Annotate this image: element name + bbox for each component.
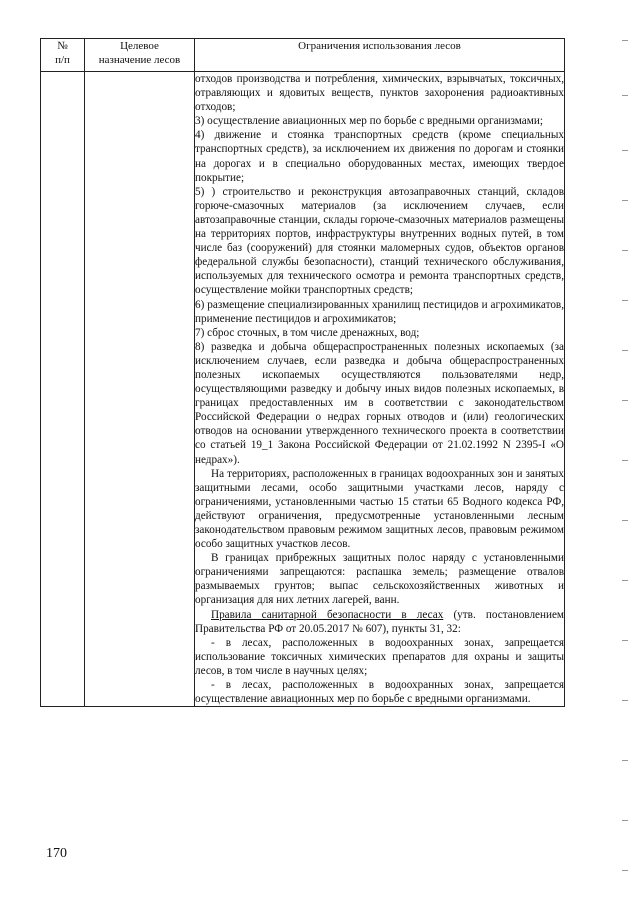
- paragraph-aviation-measures: - в лесах, расположенных в водоохранных зонах, запрещается осуществление авиационных мер по борьбе с вредными организмами.: [195, 679, 564, 706]
- header-restrictions: Ограничения использования лесов: [195, 39, 565, 72]
- margin-mark: [622, 95, 628, 96]
- table-row: [41, 72, 565, 707]
- restrictions-table: [40, 38, 565, 707]
- paragraph-toxic-chemicals: - в лесах, расположенных в водоохранных зонах, запрещается использование токсичных химических препаратов для охраны и защиты лесов, в том числе в научных целях;: [195, 636, 564, 677]
- margin-mark: [622, 400, 628, 401]
- margin-mark: [622, 200, 628, 201]
- table-header-row: [41, 39, 565, 72]
- paragraph-item-3: 3) осуществление авиационных мер по борьбе с вредными организмами;: [195, 115, 543, 128]
- margin-mark: [622, 460, 628, 461]
- cell-restrictions: [195, 72, 565, 707]
- margin-mark: [622, 40, 628, 41]
- page-number: 170: [46, 846, 67, 861]
- margin-mark: [622, 640, 628, 641]
- margin-mark: [622, 350, 628, 351]
- paragraph-coastal-strips: В границах прибрежных защитных полос наряду с установленными ограничениями запрещаются: распашка земель; размещение отвалов размываемых грунтов; выпас сельскохозяйственных животных и организация для них летних лагерей, ванн.: [195, 552, 564, 607]
- header-purpose-line2: назначение лесов: [98, 54, 181, 66]
- header-number-line1: №: [57, 40, 68, 52]
- sanitary-rules-link-text: Правила санитарной безопасности в лесах: [211, 608, 444, 621]
- header-purpose: [85, 39, 195, 72]
- paragraph-item-8: 8) разведка и добыча общераспространенных полезных ископаемых (за исключением случаев, если разведка и добыча общераспространенных полезных ископаемых осуществляются пользователями недр, осуществляющими разведку и добычу иных видов полезных ископаемых, в границах предоставленных им в соответствии с законодательством Российской Федерации о недрах горных отводов и (или) геологических отводов на основании утвержденного технического проекта в соответствии со статьей 19_1 Закона Российской Федерации от 21.02.1992 N 2395-I «О недрах»).: [195, 340, 564, 466]
- sanitary-rules-rest: (утв. постановлением Правительства РФ от 20.05.2017 № 607), пункты 31, 32:: [195, 608, 565, 635]
- margin-mark: [622, 820, 628, 821]
- margin-mark: [622, 580, 628, 581]
- paragraph-item-6: 6) размещение специализированных хранилищ пестицидов и агрохимикатов, применение пестицидов и агрохимикатов;: [195, 298, 564, 325]
- paragraph-item-4: 4) движение и стоянка транспортных средств (кроме специальных транспортных средств), за исключением их движения по дорогам и стоянки на дорогах и в специально оборудованных местах, имеющих твердое покрытие;: [195, 129, 564, 184]
- margin-mark: [622, 300, 628, 301]
- paragraph-sanitary-rules: [195, 608, 564, 636]
- margin-mark: [622, 870, 628, 871]
- margin-mark: [622, 250, 628, 251]
- paragraph-item-5: 5) ) строительство и реконструкция автозаправочных станций, складов горюче-смазочных материалов (за исключением случаев, если автозаправочные станции, склады горюче-смазочных материалов размещены на территориях портов, инфраструктуры внутренних водных путей, в том числе баз (сооружений) для стоянки маломерных судов, объектов органов федеральной службы безопасности), станций технического обслуживания, используемых для технического осмотра и ремонта транспортных средств, осуществление мойки транспортных средств;: [195, 185, 564, 297]
- margin-mark: [622, 760, 628, 761]
- header-purpose-line1: Целевое: [120, 40, 159, 52]
- paragraph-water-protection-zones: На территориях, расположенных в границах водоохранных зон и занятых защитными лесами, особо защитными участками лесов, наряду с ограничениями, установленными частью 15 статьи 65 Водного кодекса РФ, действуют ограничения, предусмотренные установленными лесным законодательством правовым режимом защитных лесов, правовым режимом особо защитных участков лесов.: [195, 467, 564, 551]
- paragraph-item-7: 7) сброс сточных, в том числе дренажных, вод;: [195, 326, 420, 339]
- cell-purpose: [85, 72, 195, 707]
- margin-mark: [622, 520, 628, 521]
- margin-mark: [622, 150, 628, 151]
- header-number-line2: п/п: [55, 54, 70, 66]
- header-number: [41, 39, 85, 72]
- margin-mark: [622, 700, 628, 701]
- cell-number: [41, 72, 85, 707]
- paragraph-waste: отходов производства и потребления, химических, взрывчатых, токсичных, отравляющих и ядовитых веществ, пунктов захоронения радиоактивных отходов;: [195, 73, 564, 114]
